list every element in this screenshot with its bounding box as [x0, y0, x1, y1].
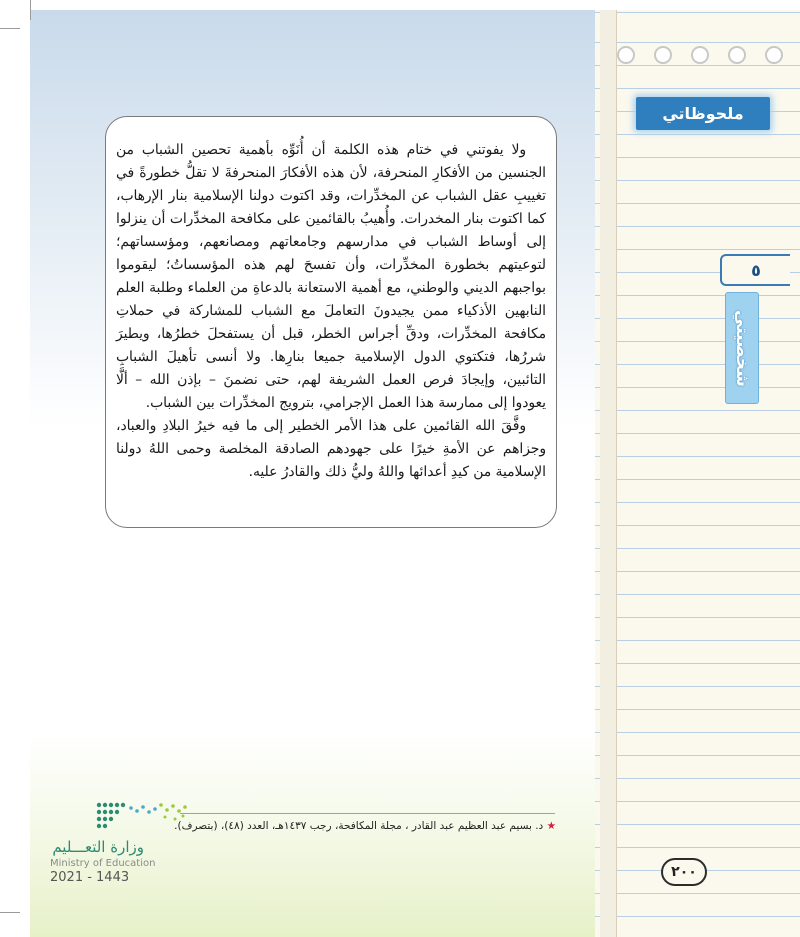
- notes-sidebar: [595, 10, 800, 937]
- unit-number: ٥: [720, 254, 790, 286]
- logo-arabic: وزارة التعـــليم: [52, 838, 144, 856]
- main-text-box: [105, 116, 557, 528]
- binder-hole-icon: [617, 46, 635, 64]
- crop-mark: [0, 912, 20, 913]
- logo-english: Ministry of Education: [50, 858, 156, 869]
- page-number: ٢٠٠: [661, 858, 707, 886]
- binder-hole-icon: [728, 46, 746, 64]
- body-paragraph: ولا يفوتني في ختام هذه الكلمة أن أُنَوِّه بأهمية تحصين الشباب من الجنسين من الأفكارِ المنحرفة، لأن هذه الأفكارَ المنحرفةَ لا تقلُّ خطورةً في تغييبِ عقل الشباب عن المخدِّرات، وقد اكتوت دولنا الإسلامية بنار الإرهاب، كما اكتوت بنار المخدرات. وأُهيبُ بالقائمين على مكافحة المخدِّرات أن ينزلوا إلى أوساط الشباب في مدارسهم وجامعاتهم ومصانعهم، ومؤسساتهم؛ لتوعيتهم بخطورة المخدِّرات، وأن تفسحَ لهم هذه المؤسساتُ؛ ليقوموا بواجبهم الديني والوطني، مع أهمية الاستعانة بالدعاةِ من العلماء وطلبة العلم النابهين الأذكياء ممن يجيدونَ التعاملَ مع الشباب للمشاركة في حملاتِ مكافحة المخدِّرات، ودقِّ أجراس الخطر، قبل أن يستفحلَ خطرُها، ويطيرَ شررُها، فتكتوي الدول الإسلامية جميعا بنارِها. ولا أنسى تأهيلَ الشبابِ التائبين، وإيجادَ فرص العمل الشريفة لهم، حتى نضمنَ – بإذن الله – ألَّا يعودوا إلى ممارسة هذا العمل الإجرامي، بترويج المخدِّرات بين الشباب.: [116, 142, 546, 411]
- crop-mark: [0, 28, 20, 29]
- notes-header: ملحوظاتي: [636, 97, 770, 130]
- crop-mark: [30, 0, 31, 20]
- unit-title-tab: [725, 292, 759, 404]
- footnote-star-icon: ★: [546, 820, 556, 832]
- footnote-divider: [180, 813, 555, 814]
- binder-hole-icon: [691, 46, 709, 64]
- footnote: [174, 820, 556, 832]
- binder-hole-icon: [654, 46, 672, 64]
- logo-year: 2021 - 1443: [50, 870, 130, 885]
- unit-title: شخصيتي: [732, 309, 752, 387]
- notes-margin: [600, 10, 617, 937]
- body-paragraph: وفَّقَ الله القائمين على هذا الأمر الخطير إلى ما فيه خيرُ البلادِ والعباد، وجزاهم عن الأمةِ خيرًا على جهودهم الصادقة المخلصة وحمى اللهُ دولنا الإسلامية من كيدِ أعدائها واللهُ وليُّ ذلك والقادرُ عليه.: [116, 418, 546, 480]
- logo-dots-icon: [95, 800, 195, 830]
- footnote-text: د. بسيم عبد العظيم عبد القادر ، مجلة المكافحة، رجب ١٤٣٧هـ، العدد (٤٨)، (بتصرف).: [174, 820, 544, 832]
- ministry-logo: [50, 800, 200, 890]
- binder-hole-icon: [765, 46, 783, 64]
